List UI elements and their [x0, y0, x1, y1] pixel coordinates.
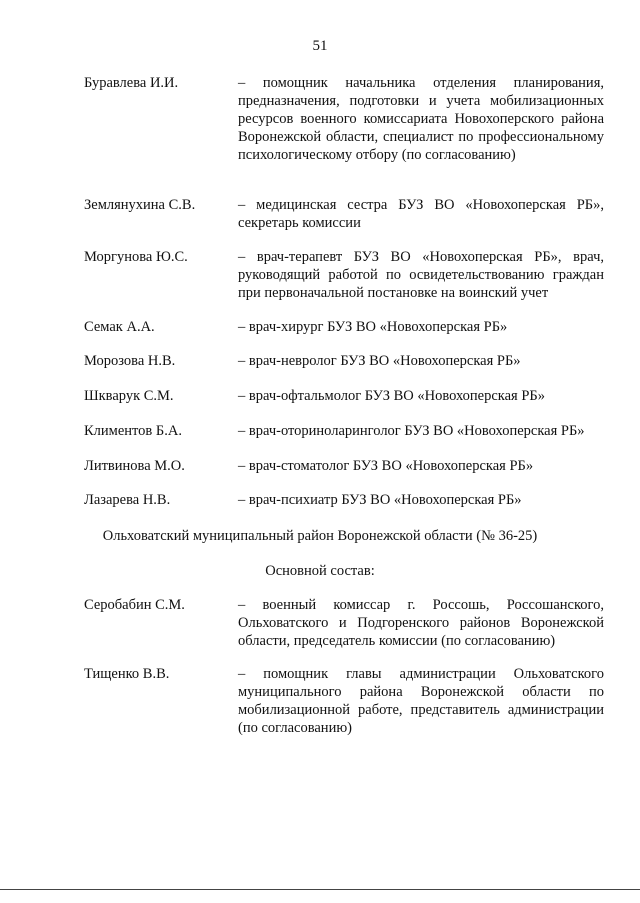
member-role: – врач-хирург БУЗ ВО «Новохоперская РБ»	[238, 319, 508, 335]
member-role: – врач-стоматолог БУЗ ВО «Новохоперская РБ»	[238, 458, 534, 474]
page-number: 51	[312, 38, 328, 54]
member-entry	[84, 196, 604, 232]
member-role: – врач-терапевт БУЗ ВО «Новохоперская РБ», врач, руководящий работой по освидетельствованию граждан при первоначальной постановке на воинский учет	[238, 249, 604, 301]
member-role: – врач-офтальмолог БУЗ ВО «Новохоперская РБ»	[238, 388, 545, 404]
member-entry	[84, 387, 604, 405]
member-entry	[84, 74, 604, 182]
member-name: Литвинова М.О.	[84, 458, 185, 474]
member-name: Лазарева Н.В.	[84, 492, 171, 508]
member-name: Морозова Н.В.	[84, 353, 176, 369]
member-entry	[84, 596, 604, 650]
composition-heading: Основной состав:	[265, 563, 375, 579]
member-role: – помощник начальника отделения планирования, предназначения, подготовки и учета мобилизационных ресурсов военного комиссариата Новохоперского района Воронежской области, специалист по профессиональному психологическому отбору (по согласованию)	[238, 75, 604, 163]
member-role: – помощник главы администрации Ольховатского муниципального района Воронежской области по мобилизационной работе, представитель администрации (по согласованию)	[238, 666, 604, 736]
member-entry	[84, 318, 604, 336]
member-role: – врач-оториноларинголог БУЗ ВО «Новохоперская РБ»	[238, 423, 585, 439]
member-name: Буравлева И.И.	[84, 75, 179, 91]
member-name: Семак А.А.	[84, 319, 155, 335]
member-role: – медицинская сестра БУЗ ВО «Новохоперская РБ», секретарь комиссии	[238, 197, 604, 231]
member-name: Землянухина С.В.	[84, 197, 196, 213]
member-entry	[84, 422, 604, 440]
member-name: Шкварук С.М.	[84, 388, 174, 404]
member-entry	[84, 248, 604, 302]
member-entry	[84, 491, 604, 509]
member-name: Климентов Б.А.	[84, 423, 182, 439]
member-entry	[84, 457, 604, 475]
member-name: Тищенко В.В.	[84, 666, 170, 682]
page-bottom-rule	[0, 889, 640, 890]
district-heading: Ольховатский муниципальный район Воронежской области (№ 36-25)	[102, 528, 538, 544]
member-role: – врач-невролог БУЗ ВО «Новохоперская РБ»	[238, 353, 521, 369]
member-name: Моргунова Ю.С.	[84, 249, 188, 265]
member-name: Серобабин С.М.	[84, 597, 185, 613]
member-entry	[84, 352, 604, 370]
member-role: – военный комиссар г. Россошь, Россошанского, Ольховатского и Подгоренского районов Воронежской области, председатель комиссии (по согласованию)	[238, 597, 604, 649]
member-role: – врач-психиатр БУЗ ВО «Новохоперская РБ»	[238, 492, 522, 508]
member-entry	[84, 665, 604, 737]
